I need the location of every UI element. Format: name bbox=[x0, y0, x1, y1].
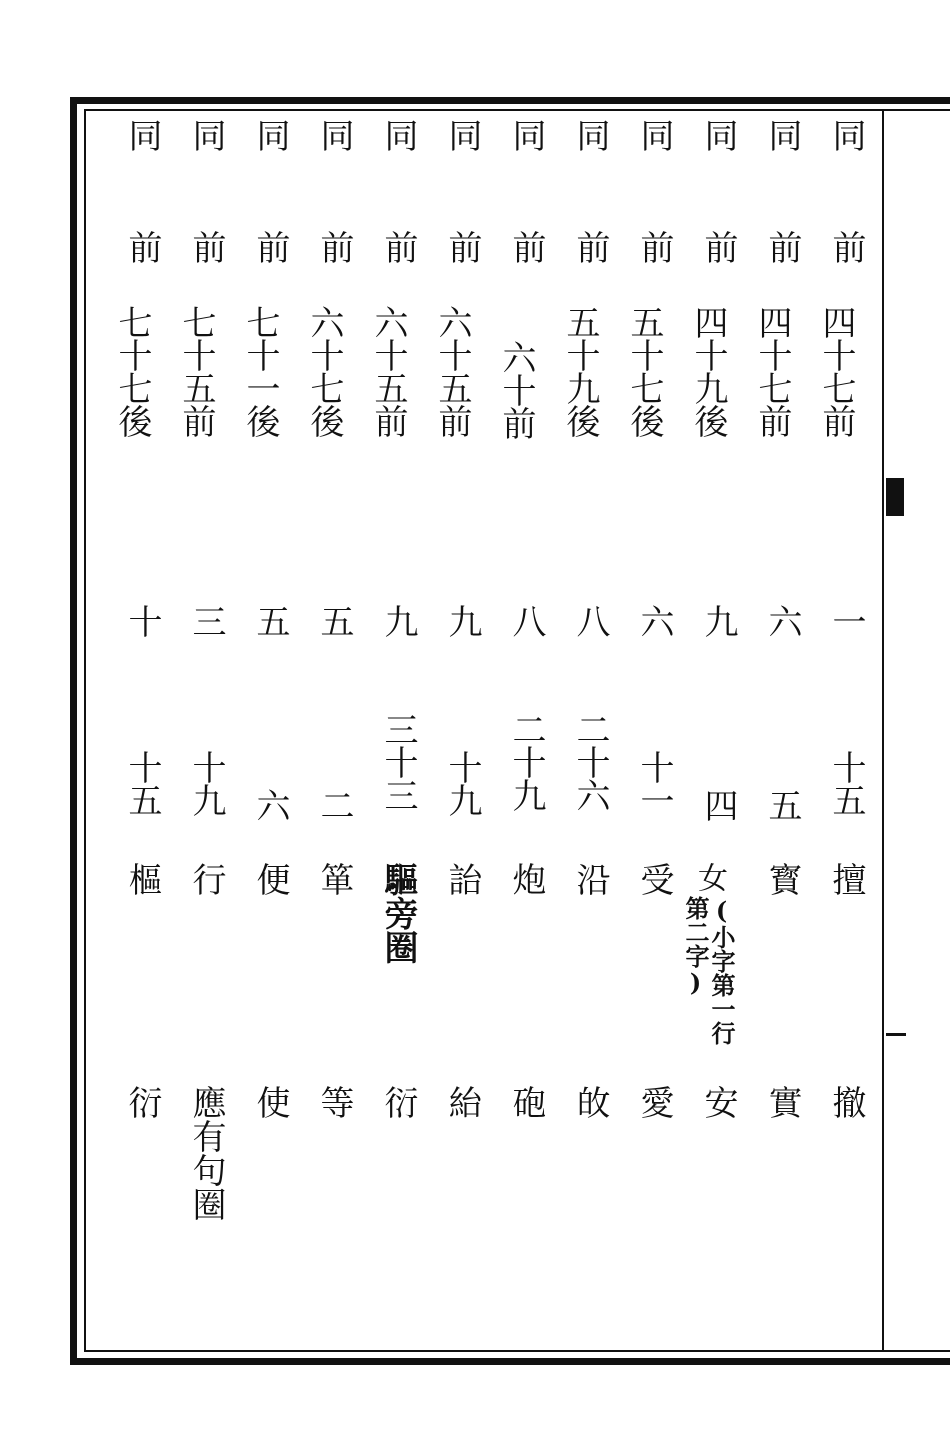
char-number: 六 bbox=[250, 788, 290, 821]
errata-column-11 bbox=[168, 0, 224, 1439]
leaf-number: 五十九後 bbox=[560, 305, 600, 437]
ref-label: 前 bbox=[186, 230, 226, 264]
leaf-number: 七十七後 bbox=[112, 305, 152, 437]
erroneous-char: 便 bbox=[250, 862, 290, 896]
erratum-with-note bbox=[680, 862, 736, 1045]
erroneous-char: 驅旁圈 bbox=[378, 862, 418, 964]
corrected-char: 等 bbox=[314, 1085, 354, 1119]
line-number: 八 bbox=[506, 604, 546, 638]
erroneous-char: 樞 bbox=[122, 862, 162, 896]
erroneous-char: 詒 bbox=[442, 862, 482, 896]
errata-column-3 bbox=[680, 0, 736, 1439]
erroneous-char: 受 bbox=[634, 862, 674, 896]
ref-label: 前 bbox=[698, 230, 738, 264]
char-number: 十一 bbox=[634, 750, 674, 816]
erroneous-char: 擅 bbox=[826, 862, 866, 896]
leaf-number: 六十五前 bbox=[432, 305, 472, 437]
errata-column-8 bbox=[360, 0, 416, 1439]
margin-rule bbox=[882, 109, 884, 1352]
leaf-number: 四十九後 bbox=[688, 305, 728, 437]
char-number: 二十九 bbox=[506, 712, 546, 811]
same-label: 同 bbox=[762, 118, 802, 152]
erroneous-char: 箪 bbox=[314, 862, 354, 896]
char-number: 十五 bbox=[122, 750, 162, 816]
ref-label: 前 bbox=[826, 230, 866, 264]
corrected-char: 實 bbox=[762, 1085, 802, 1119]
char-number: 三十三 bbox=[378, 712, 418, 811]
corrected-char: 衍 bbox=[122, 1085, 162, 1119]
ref-label: 前 bbox=[122, 230, 162, 264]
leaf-number: 六十七後 bbox=[304, 305, 344, 437]
char-number: 十九 bbox=[442, 750, 482, 816]
leaf-number: 五十七後 bbox=[624, 305, 664, 437]
errata-column-4 bbox=[616, 0, 672, 1439]
erroneous-char: 沿 bbox=[570, 862, 610, 896]
corrected-char: 撤 bbox=[826, 1085, 866, 1119]
same-label: 同 bbox=[826, 118, 866, 152]
ref-label: 前 bbox=[762, 230, 802, 264]
corrected-char: 砲 bbox=[506, 1085, 546, 1119]
line-number: 一 bbox=[826, 604, 866, 638]
leaf-number: 四十七前 bbox=[816, 305, 856, 437]
ref-label: 前 bbox=[314, 230, 354, 264]
same-label: 同 bbox=[186, 118, 226, 152]
same-label: 同 bbox=[442, 118, 482, 152]
corrected-char: 安 bbox=[698, 1085, 738, 1119]
line-number: 五 bbox=[250, 604, 290, 638]
leaf-number: 七十一後 bbox=[240, 305, 280, 437]
same-label: 同 bbox=[634, 118, 674, 152]
errata-column-9 bbox=[296, 0, 352, 1439]
errata-column-6 bbox=[488, 0, 544, 1439]
line-number: 九 bbox=[698, 604, 738, 638]
line-number: 三 bbox=[186, 604, 226, 638]
margin-fish-tail-mark bbox=[886, 478, 904, 516]
ref-label: 前 bbox=[506, 230, 546, 264]
line-number: 十 bbox=[122, 604, 162, 638]
line-number: 九 bbox=[442, 604, 482, 638]
corrected-char: 敀 bbox=[570, 1085, 610, 1119]
erroneous-char: 行 bbox=[186, 862, 226, 896]
ref-label: 前 bbox=[250, 230, 290, 264]
corrected-char: 愛 bbox=[634, 1085, 674, 1119]
corrected-char: 使 bbox=[250, 1085, 290, 1119]
same-label: 同 bbox=[250, 118, 290, 152]
line-number: 六 bbox=[762, 604, 802, 638]
leaf-number: 七十五前 bbox=[176, 305, 216, 437]
leaf-number: 四十七前 bbox=[752, 305, 792, 437]
same-label: 同 bbox=[698, 118, 738, 152]
ref-label: 前 bbox=[634, 230, 674, 264]
leaf-number: 六十五前 bbox=[368, 305, 408, 437]
line-number: 六 bbox=[634, 604, 674, 638]
char-number: 二 bbox=[314, 788, 354, 821]
ref-label: 前 bbox=[378, 230, 418, 264]
char-number: 五 bbox=[762, 788, 802, 821]
line-number: 五 bbox=[314, 604, 354, 638]
corrected-char: 紿 bbox=[442, 1085, 482, 1119]
ref-label: 前 bbox=[570, 230, 610, 264]
errata-column-1 bbox=[808, 0, 864, 1439]
char-number: 十九 bbox=[186, 750, 226, 816]
same-label: 同 bbox=[378, 118, 418, 152]
errata-column-10 bbox=[232, 0, 288, 1439]
errata-column-12 bbox=[104, 0, 160, 1439]
line-number: 八 bbox=[570, 604, 610, 638]
ref-label: 前 bbox=[442, 230, 482, 264]
errata-column-2 bbox=[744, 0, 800, 1439]
char-number: 十五 bbox=[826, 750, 866, 816]
line-number: 九 bbox=[378, 604, 418, 638]
errata-column-5 bbox=[552, 0, 608, 1439]
leaf-number: 六十前 bbox=[496, 340, 536, 439]
same-label: 同 bbox=[122, 118, 162, 152]
margin-tick bbox=[886, 1033, 906, 1036]
errata-column-7 bbox=[424, 0, 480, 1439]
erroneous-char: 女 bbox=[692, 862, 727, 892]
same-label: 同 bbox=[314, 118, 354, 152]
same-label: 同 bbox=[570, 118, 610, 152]
erroneous-char: 炮 bbox=[506, 862, 546, 896]
corrected-char: 應有句圈 bbox=[186, 1085, 226, 1221]
corrected-char: 衍 bbox=[378, 1085, 418, 1119]
erroneous-char: 寳 bbox=[762, 862, 802, 896]
char-number: 二十六 bbox=[570, 712, 610, 811]
char-number: 四 bbox=[698, 788, 738, 821]
same-label: 同 bbox=[506, 118, 546, 152]
small-print-note: (小字第一行第二字) bbox=[681, 896, 736, 1045]
